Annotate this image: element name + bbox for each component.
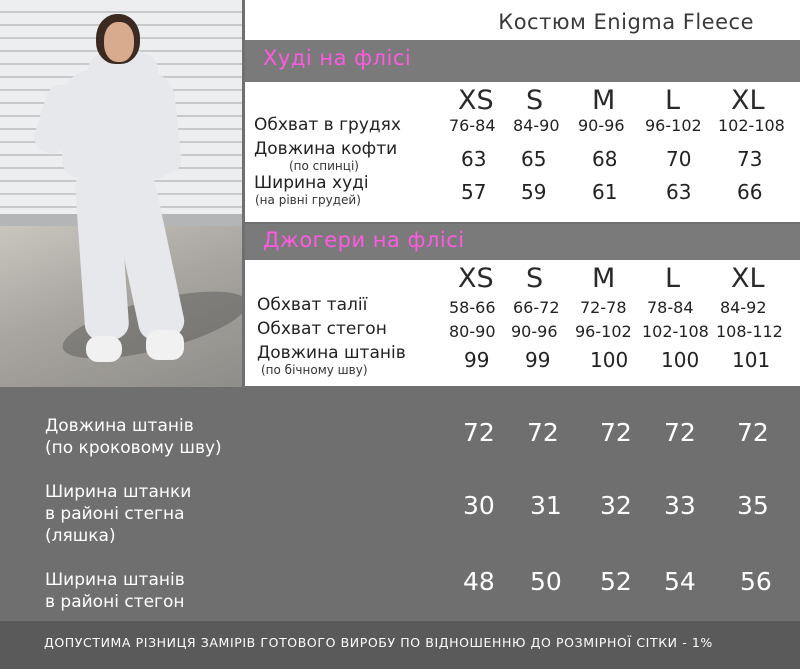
cell-value: 100 bbox=[590, 348, 629, 372]
cell-value: 73 bbox=[737, 147, 763, 171]
cell-value: 96-102 bbox=[575, 322, 632, 341]
row-note: (на рівні грудей) bbox=[255, 193, 361, 207]
row-label: Ширина штанки в районі стегна (ляшка) bbox=[45, 482, 192, 546]
title-bar bbox=[245, 0, 800, 40]
cell-value: 57 bbox=[461, 180, 487, 204]
joggers-table bbox=[245, 260, 800, 386]
cell-value: 59 bbox=[521, 180, 547, 204]
cell-value: 72 bbox=[527, 418, 559, 447]
cell-value: 108-112 bbox=[716, 322, 783, 341]
joggers-section-header bbox=[245, 224, 800, 260]
cell-value: 65 bbox=[521, 147, 547, 171]
cell-value: 48 bbox=[463, 567, 495, 596]
row-note: (по бічному шву) bbox=[261, 363, 368, 377]
row-label: Обхват талії bbox=[257, 295, 368, 315]
cell-value: 101 bbox=[732, 348, 771, 372]
cell-value: 99 bbox=[464, 348, 490, 372]
cell-value: 66-72 bbox=[513, 298, 560, 317]
cell-value: 90-96 bbox=[578, 116, 625, 135]
hoodie-section-header bbox=[245, 40, 800, 82]
cell-value: 32 bbox=[600, 491, 632, 520]
cell-value: 102-108 bbox=[642, 322, 709, 341]
row-label: Ширина худі bbox=[254, 173, 369, 193]
row-label: Обхват в грудях bbox=[254, 115, 401, 135]
cell-value: 33 bbox=[664, 491, 696, 520]
cell-value: 72 bbox=[737, 418, 769, 447]
cell-value: 61 bbox=[592, 180, 618, 204]
cell-value: 70 bbox=[666, 147, 692, 171]
size-label: XL bbox=[731, 85, 765, 116]
cell-value: 72 bbox=[600, 418, 632, 447]
cell-value: 99 bbox=[525, 348, 551, 372]
row-label: Ширина штанів в районі стегон bbox=[45, 570, 185, 612]
cell-value: 58-66 bbox=[449, 298, 496, 317]
size-label: XS bbox=[458, 263, 494, 294]
size-label: M bbox=[592, 263, 616, 294]
hoodie-table bbox=[245, 82, 800, 222]
cell-value: 80-90 bbox=[449, 322, 496, 341]
cell-value: 96-102 bbox=[645, 116, 702, 135]
joggers-heading: Джогери на флісі bbox=[263, 228, 465, 252]
cell-value: 31 bbox=[530, 491, 562, 520]
size-label: XS bbox=[458, 85, 494, 116]
cell-value: 84-92 bbox=[720, 298, 767, 317]
row-label: Довжина штанів (по кроковому шву) bbox=[45, 416, 222, 458]
cell-value: 102-108 bbox=[718, 116, 785, 135]
product-title: Костюм Enigma Fleece bbox=[498, 10, 754, 34]
tolerance-note: ДОПУСТИМА РІЗНИЦЯ ЗАМІРІВ ГОТОВОГО ВИРОБУ ПО ВІДНОШЕННЮ ДО РОЗМІРНОЇ СІТКИ - 1% bbox=[44, 635, 713, 650]
sneaker-right bbox=[146, 330, 184, 360]
cell-value: 100 bbox=[661, 348, 700, 372]
size-label: L bbox=[665, 85, 681, 116]
row-label: Довжина штанів bbox=[257, 343, 406, 363]
row-note: (по спинці) bbox=[289, 159, 359, 173]
row-label: Довжина кофти bbox=[254, 139, 398, 159]
cell-value: 66 bbox=[737, 180, 763, 204]
cell-value: 72 bbox=[664, 418, 696, 447]
model-face bbox=[104, 22, 134, 62]
cell-value: 54 bbox=[664, 567, 696, 596]
model-photo bbox=[0, 0, 242, 387]
cell-value: 35 bbox=[737, 491, 769, 520]
size-label: XL bbox=[731, 263, 765, 294]
cell-value: 84-90 bbox=[513, 116, 560, 135]
size-label: L bbox=[665, 263, 681, 294]
cell-value: 90-96 bbox=[511, 322, 558, 341]
cell-value: 52 bbox=[600, 567, 632, 596]
extra-measurements bbox=[0, 387, 800, 621]
cell-value: 63 bbox=[666, 180, 692, 204]
size-label: S bbox=[526, 85, 544, 116]
cell-value: 63 bbox=[461, 147, 487, 171]
size-label: M bbox=[592, 85, 616, 116]
size-label: S bbox=[526, 263, 544, 294]
row-label: Обхват стегон bbox=[257, 319, 387, 339]
cell-value: 78-84 bbox=[647, 298, 694, 317]
cell-value: 50 bbox=[530, 567, 562, 596]
tolerance-footer bbox=[0, 621, 800, 669]
cell-value: 72-78 bbox=[580, 298, 627, 317]
cell-value: 72 bbox=[463, 418, 495, 447]
cell-value: 30 bbox=[463, 491, 495, 520]
hoodie-heading: Худі на флісі bbox=[263, 46, 412, 70]
cell-value: 68 bbox=[592, 147, 618, 171]
cell-value: 56 bbox=[740, 567, 772, 596]
sneaker-left bbox=[86, 336, 122, 362]
cell-value: 76-84 bbox=[449, 116, 496, 135]
